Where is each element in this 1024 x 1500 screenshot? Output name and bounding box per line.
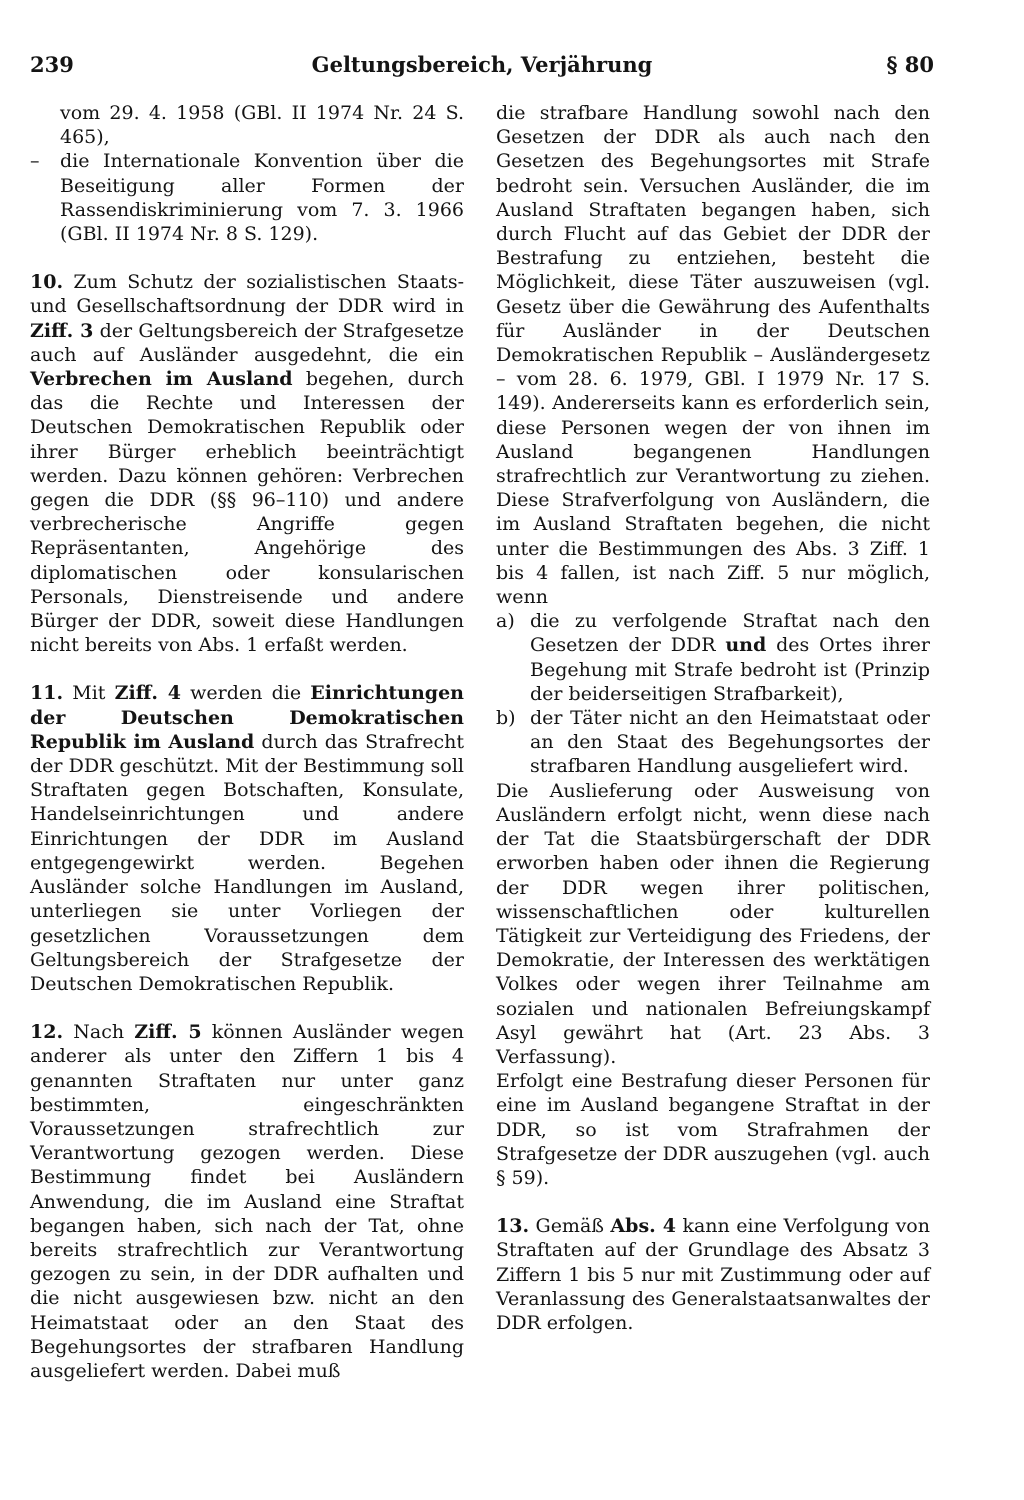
left-column — [30, 101, 464, 1383]
bold-run: Abs. 4 — [610, 1215, 677, 1238]
running-title: Geltungsbereich, Verjährung — [311, 52, 653, 77]
text-run: begehen, durch das die Rechte und Interessen der Deutschen Demokratischen Republik oder ihrer Bürger erheblich beeinträchtigt werden. Dazu können gehören: Verbrechen gegen die DDR (§§ 96–110) und andere verbrecherische Angriffe gegen Repräsentanten, Angehörige des diplomatischen oder konsularischen Personals, Dienstreisende und andere Bürger der DDR, soweit diese Handlungen nicht bereits von Abs. 1 erfaßt werden. — [30, 368, 464, 657]
dash-item-text: die Internationale Konvention über die Beseitigung aller Formen der Rassendiskriminierung vom 7. 3. 1966 (GBl. II 1974 Nr. 8 S. 129). — [60, 150, 464, 246]
paragraph-number: 11. — [30, 682, 64, 705]
list-item-b — [496, 706, 930, 779]
text-run: kann eine Verfolgung von Straftaten auf der Grundlage des Absatz 3 Ziffern 1 bis 5 nur mit Zustimmung oder auf Veranlassung des Generalstaatsanwaltes der DDR erfolgen. — [496, 1215, 930, 1334]
list-item-a — [496, 609, 930, 706]
bold-run: Einrichtungen der Deutschen Demokratischen Republik im Ausland — [30, 682, 464, 753]
paragraph-11 — [30, 681, 464, 996]
right-column — [496, 101, 930, 1335]
bold-run: Ziff. 3 — [30, 319, 94, 342]
text-run: der Täter nicht an den Heimatstaat oder an den Staat des Begehungsortes der strafbaren Handlung ausgeliefert wird. — [530, 707, 930, 778]
text-run: Nach — [63, 1021, 135, 1044]
paragraph-number: 13. — [496, 1215, 530, 1238]
paragraph-number: 12. — [30, 1021, 64, 1044]
list-marker: b) — [496, 707, 516, 730]
continued-list-text: vom 29. 4. 1958 (GBl. II 1974 Nr. 24 S. 465), — [60, 102, 464, 149]
paragraph-13 — [496, 1214, 930, 1335]
bold-run: Ziff. 5 — [134, 1021, 202, 1044]
page-number: 239 — [30, 52, 74, 77]
paragraph-10 — [30, 270, 464, 657]
dash-marker: – — [30, 150, 40, 173]
text-run: Mit — [63, 682, 115, 705]
bold-run: und — [725, 634, 767, 657]
paragraph-extradition: Die Auslieferung oder Ausweisung von Ausländern erfolgt nicht, wenn diese nach der Tat die Staatsbürgerschaft der DDR erworben haben oder ihnen die Regierung der DDR wegen ihrer politischen, wissenschaftlichen oder kulturellen Tätigkeit zur Verteidigung des Friedens, der Demokratie, der Interessen des werktätigen Volkes oder wegen ihrer Teilnahme am sozialen und nationalen Befreiungskampf Asyl gewährt hat (Art. 23 Abs. 3 Verfassung). — [496, 779, 930, 1068]
text-run: durch das Strafrecht der DDR geschützt. Mit der Bestimmung soll Straftaten gegen Botschaften, Konsulate, Handelseinrichtungen und andere Einrichtungen der DDR im Ausland entgegengewirkt werden. Begehen Ausländer solche Handlungen im Ausland, unterliegen sie unter Vorliegen der gesetzlichen Voraussetzungen dem Geltungsbereich der Strafgesetze der Deutschen Demokratischen Republik. — [30, 730, 465, 995]
text-run: werden die — [180, 682, 311, 705]
section-number: § 80 — [886, 52, 934, 77]
text-run: Zum Schutz der sozialistischen Staats- und Gesellschaftsordnung der DDR wird in — [30, 271, 464, 318]
bold-run: Verbrechen im Ausland — [30, 368, 293, 391]
text-run: die zu verfolgende Straftat nach den Gesetzen der DDR — [530, 610, 930, 657]
paragraph-punishment: Erfolgt eine Bestrafung dieser Personen für eine im Ausland begangene Straftat in der DDR, so ist vom Strafrahmen der Strafgesetze der DDR auszugehen (vgl. auch § 59). — [496, 1070, 930, 1189]
bold-run: Ziff. 4 — [114, 682, 181, 705]
paragraph-continued: die strafbare Handlung sowohl nach den Gesetzen der DDR als auch nach den Gesetzen des Begehungsortes mit Strafe bedroht sein. Versuchen Ausländer, die im Ausland Straftaten begangen haben, sich durch Flucht auf das Gebiet der DDR der Bestrafung zu entziehen, besteht die Möglichkeit, diese Täter auszuweisen (vgl. Gesetz über die Gewährung des Aufenthalts für Ausländer in der Deutschen Demokratischen Republik – Ausländergesetz – vom 28. 6. 1979, GBl. I 1979 Nr. 17 S. 149). Andererseits kann es erforderlich sein, diese Personen wegen der von ihnen im Ausland begangenen Handlungen strafrechtlich zur Verantwortung zu ziehen. Diese Strafverfolgung von Ausländern, die im Ausland Straftaten begehen, die nicht unter die Bestimmungen des Abs. 3 Ziff. 1 bis 4 fallen, ist nach Ziff. 5 nur möglich, wenn — [496, 102, 930, 609]
text-run: des Ortes ihrer Begehung mit Strafe bedroht ist (Prinzip der beiderseitigen Strafbarkeit), — [530, 634, 930, 705]
page-header — [30, 52, 934, 86]
dash-list-item — [30, 149, 464, 246]
paragraph-12 — [30, 1020, 464, 1383]
text-run: der Geltungsbereich der Strafgesetze auch auf Ausländer ausgedehnt, die ein — [30, 319, 464, 366]
text-run: können Ausländer wegen anderer als unter den Ziffern 1 bis 4 genannten Straftaten nur unter ganz bestimmten, eingeschränkten Voraussetzungen strafrechtlich zur Verantwortung gezogen werden. Diese Bestimmung findet bei Ausländern Anwendung, die im Ausland eine Straftat begangen haben, sich nach der Tat, ohne bereits strafrechtlich zur Verantwortung gezogen zu sein, in der DDR aufhalten und die nicht ausgewiesen bzw. nicht an den Heimatstaat oder an den Staat des Begehungsortes der strafbaren Handlung ausgeliefert werden. Dabei muß — [30, 1021, 464, 1382]
paragraph-number: 10. — [30, 271, 64, 294]
list-marker: a) — [496, 610, 515, 633]
text-run: Gemäß — [529, 1215, 611, 1238]
